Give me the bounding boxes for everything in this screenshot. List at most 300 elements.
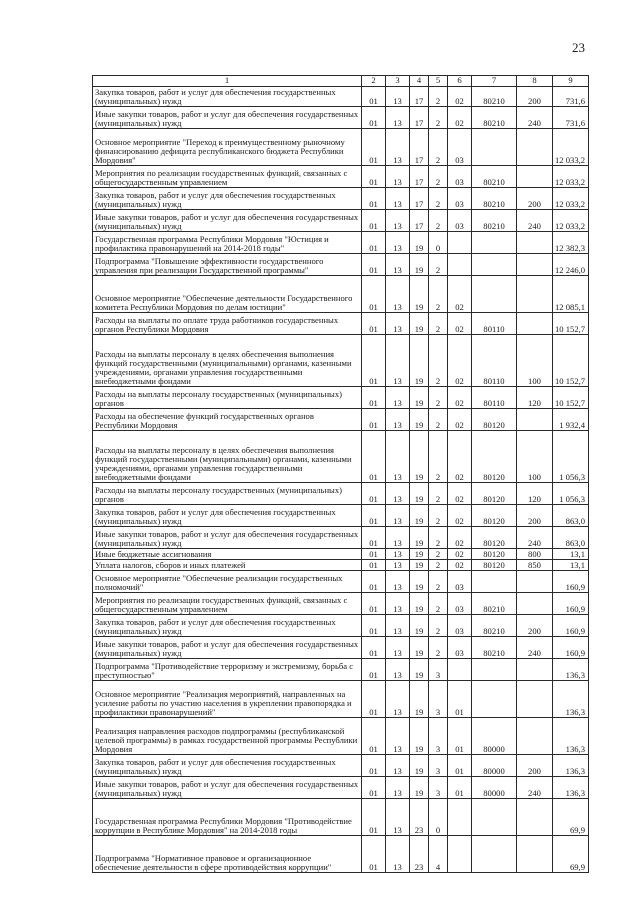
row-description: Расходы на выплаты персоналу в целях обеспечения выполнения функций государственными (муниципальными) органами, казенными учреждениями, органами управления государственными внебюджетными фондами [93,431,362,483]
program-code: 17 [410,87,429,107]
subsection-code: 13 [386,188,410,210]
amount: 12 085,1 [553,276,589,313]
amount: 136,3 [553,777,589,799]
subprogram-code: 3 [429,681,448,718]
event-code: 03 [448,615,472,637]
event-code: 01 [448,755,472,777]
event-code: 03 [448,188,472,210]
program-code: 19 [410,755,429,777]
section-code: 01 [362,659,386,681]
expense-type-code: 240 [517,637,553,659]
row-description: Основное мероприятие "Переход к преимущественному рыночному финансированию дефицита республиканского бюджета Республики Мордовия" [93,129,362,166]
section-code: 01 [362,527,386,549]
expense-type-code [517,836,553,873]
expense-type-code: 200 [517,188,553,210]
amount: 12 246,0 [553,254,589,276]
table-row [93,571,589,593]
section-code: 01 [362,799,386,836]
row-description: Подпрограмма "Противодействие терроризму и экстремизму, борьба с преступностью" [93,659,362,681]
section-code: 01 [362,232,386,254]
subprogram-code: 2 [429,615,448,637]
row-description: Расходы на выплаты персоналу государственных (муниципальных) органов [93,387,362,409]
event-code: 03 [448,571,472,593]
expense-type-code [517,571,553,593]
amount: 136,3 [553,718,589,755]
section-code: 01 [362,210,386,232]
section-code: 01 [362,129,386,166]
table-row [93,659,589,681]
row-description: Основное мероприятие "Обеспечение реализации государственных полномочий" [93,571,362,593]
program-code: 23 [410,799,429,836]
section-code: 01 [362,313,386,335]
direction-code [472,232,517,254]
expense-type-code [517,129,553,166]
section-code: 01 [362,637,386,659]
table-row [93,777,589,799]
table-row [93,107,589,129]
event-code: 01 [448,718,472,755]
table-row [93,527,589,549]
subprogram-code: 0 [429,799,448,836]
column-number-header: 4 [410,76,429,87]
program-code: 19 [410,387,429,409]
event-code: 02 [448,313,472,335]
subprogram-code: 2 [429,409,448,431]
table-row [93,505,589,527]
table-row [93,409,589,431]
direction-code: 80210 [472,593,517,615]
table-row [93,799,589,836]
program-code: 19 [410,483,429,505]
direction-code [472,681,517,718]
amount: 731,6 [553,107,589,129]
expense-type-code: 240 [517,210,553,232]
direction-code: 80210 [472,637,517,659]
direction-code: 80120 [472,560,517,571]
table-row [93,335,589,387]
expense-type-code [517,681,553,718]
event-code: 02 [448,387,472,409]
program-code: 17 [410,210,429,232]
subprogram-code: 2 [429,313,448,335]
subprogram-code: 3 [429,718,448,755]
section-code: 01 [362,483,386,505]
subsection-code: 13 [386,718,410,755]
subsection-code: 13 [386,166,410,188]
section-code: 01 [362,560,386,571]
subsection-code: 13 [386,313,410,335]
subprogram-code: 2 [429,87,448,107]
row-description: Иные закупки товаров, работ и услуг для обеспечения государственных (муниципальных) нужд [93,637,362,659]
expense-type-code: 200 [517,615,553,637]
subsection-code: 13 [386,681,410,718]
amount: 69,9 [553,799,589,836]
subsection-code: 13 [386,129,410,166]
program-code: 19 [410,659,429,681]
program-code: 19 [410,409,429,431]
program-code: 17 [410,129,429,166]
row-description: Иные закупки товаров, работ и услуг для обеспечения государственных (муниципальных) нужд [93,777,362,799]
section-code: 01 [362,276,386,313]
program-code: 19 [410,232,429,254]
direction-code: 80000 [472,777,517,799]
subsection-code: 13 [386,210,410,232]
table-row [93,431,589,483]
column-number-header: 2 [362,76,386,87]
subsection-code: 13 [386,527,410,549]
subprogram-code: 2 [429,166,448,188]
subprogram-code: 2 [429,527,448,549]
direction-code [472,799,517,836]
program-code: 19 [410,276,429,313]
direction-code [472,129,517,166]
subsection-code: 13 [386,615,410,637]
direction-code: 80120 [472,431,517,483]
row-description: Подпрограмма "Нормативное правовое и организационное обеспечение деятельности в сфере противодействия коррупции" [93,836,362,873]
table-row [93,313,589,335]
row-description: Мероприятия по реализации государственных функций, связанных с общегосударственным управлением [93,593,362,615]
direction-code: 80110 [472,313,517,335]
expense-type-code [517,232,553,254]
event-code: 02 [448,527,472,549]
row-description: Мероприятия по реализации государственных функций, связанных с общегосударственным управлением [93,166,362,188]
amount: 136,3 [553,755,589,777]
column-number-header: 8 [517,76,553,87]
event-code: 02 [448,87,472,107]
event-code: 02 [448,335,472,387]
amount: 69,9 [553,836,589,873]
direction-code: 80120 [472,549,517,560]
amount: 12 033,2 [553,166,589,188]
section-code: 01 [362,777,386,799]
row-description: Закупка товаров, работ и услуг для обеспечения государственных (муниципальных) нужд [93,755,362,777]
table-row [93,681,589,718]
table-row [93,615,589,637]
subsection-code: 13 [386,799,410,836]
section-code: 01 [362,166,386,188]
subprogram-code: 2 [429,637,448,659]
column-number-header: 5 [429,76,448,87]
direction-code: 80120 [472,527,517,549]
page-number: 23 [572,40,585,55]
row-description: Иные закупки товаров, работ и услуг для обеспечения государственных (муниципальных) нужд [93,210,362,232]
column-number-header-row [93,76,589,87]
event-code: 02 [448,549,472,560]
subsection-code: 13 [386,431,410,483]
amount: 10 152,7 [553,387,589,409]
direction-code [472,659,517,681]
event-code [448,836,472,873]
table-row [93,166,589,188]
subprogram-code: 2 [429,335,448,387]
event-code: 02 [448,107,472,129]
subsection-code: 13 [386,254,410,276]
expense-type-code [517,718,553,755]
expense-type-code [517,409,553,431]
event-code: 03 [448,166,472,188]
program-code: 17 [410,166,429,188]
event-code: 02 [448,409,472,431]
direction-code: 80000 [472,755,517,777]
expense-type-code [517,313,553,335]
direction-code: 80210 [472,188,517,210]
expense-type-code [517,799,553,836]
subprogram-code: 2 [429,254,448,276]
program-code: 23 [410,836,429,873]
direction-code: 80110 [472,387,517,409]
section-code: 01 [362,409,386,431]
direction-code: 80210 [472,107,517,129]
program-code: 19 [410,777,429,799]
expense-type-code: 800 [517,549,553,560]
expense-type-code: 200 [517,87,553,107]
subprogram-code: 2 [429,505,448,527]
section-code: 01 [362,593,386,615]
subsection-code: 13 [386,593,410,615]
subprogram-code: 2 [429,107,448,129]
table-body [93,76,589,873]
subsection-code: 13 [386,276,410,313]
table-row [93,387,589,409]
row-description: Уплата налогов, сборов и иных платежей [93,560,362,571]
amount: 10 152,7 [553,335,589,387]
expense-type-code: 850 [517,560,553,571]
table-row [93,129,589,166]
table-row [93,188,589,210]
column-number-header: 1 [93,76,362,87]
amount: 10 152,7 [553,313,589,335]
amount: 13,1 [553,560,589,571]
direction-code: 80210 [472,87,517,107]
direction-code: 80210 [472,210,517,232]
subprogram-code: 2 [429,560,448,571]
expense-type-code: 240 [517,777,553,799]
table-row [93,276,589,313]
amount: 1 932,4 [553,409,589,431]
event-code [448,254,472,276]
direction-code: 80110 [472,335,517,387]
subprogram-code: 2 [429,276,448,313]
subsection-code: 13 [386,335,410,387]
event-code: 02 [448,276,472,313]
section-code: 01 [362,615,386,637]
direction-code: 80120 [472,505,517,527]
table-row [93,232,589,254]
row-description: Расходы на выплаты персоналу государственных (муниципальных) органов [93,483,362,505]
program-code: 19 [410,560,429,571]
table-row [93,637,589,659]
subsection-code: 13 [386,87,410,107]
direction-code: 80000 [472,718,517,755]
table-row [93,87,589,107]
amount: 13,1 [553,549,589,560]
row-description: Иные бюджетные ассигнования [93,549,362,560]
subsection-code: 13 [386,505,410,527]
amount: 1 056,3 [553,483,589,505]
amount: 12 033,2 [553,210,589,232]
event-code: 01 [448,777,472,799]
event-code: 03 [448,129,472,166]
amount: 136,3 [553,659,589,681]
expense-type-code: 240 [517,527,553,549]
program-code: 19 [410,431,429,483]
table-row [93,836,589,873]
event-code: 01 [448,681,472,718]
subsection-code: 13 [386,483,410,505]
table-row [93,593,589,615]
row-description: Основное мероприятие "Реализация мероприятий, направленных на усиление работы по участию населения в укреплении правопорядка и профилактики правонарушений" [93,681,362,718]
event-code [448,232,472,254]
subprogram-code: 2 [429,593,448,615]
event-code: 03 [448,593,472,615]
expense-type-code: 200 [517,505,553,527]
direction-code [472,254,517,276]
expense-type-code [517,254,553,276]
table-row [93,718,589,755]
section-code: 01 [362,681,386,718]
row-description: Закупка товаров, работ и услуг для обеспечения государственных (муниципальных) нужд [93,505,362,527]
row-description: Расходы на выплаты по оплате труда работников государственных органов Республики Мордовия [93,313,362,335]
direction-code: 80120 [472,409,517,431]
row-description: Подпрограмма "Повышение эффективности государственного управления при реализации Государственной программы" [93,254,362,276]
row-description: Расходы на выплаты персоналу в целях обеспечения выполнения функций государственными (муниципальными) органами, казенными учреждениями, органами управления государственными внебюджетными фондами [93,335,362,387]
direction-code: 80120 [472,483,517,505]
subsection-code: 13 [386,107,410,129]
expense-type-code [517,593,553,615]
event-code: 02 [448,431,472,483]
event-code: 03 [448,210,472,232]
table-row [93,254,589,276]
section-code: 01 [362,254,386,276]
table-row [93,210,589,232]
amount: 136,3 [553,681,589,718]
table-row [93,755,589,777]
event-code: 02 [448,483,472,505]
column-number-header: 7 [472,76,517,87]
event-code [448,659,472,681]
section-code: 01 [362,188,386,210]
section-code: 01 [362,387,386,409]
amount: 731,6 [553,87,589,107]
subprogram-code: 3 [429,659,448,681]
expense-type-code: 120 [517,483,553,505]
subprogram-code: 2 [429,188,448,210]
program-code: 17 [410,188,429,210]
amount: 160,9 [553,593,589,615]
program-code: 19 [410,527,429,549]
direction-code [472,836,517,873]
amount: 160,9 [553,615,589,637]
subsection-code: 13 [386,560,410,571]
event-code: 02 [448,505,472,527]
column-number-header: 6 [448,76,472,87]
direction-code: 80210 [472,615,517,637]
section-code: 01 [362,107,386,129]
row-description: Закупка товаров, работ и услуг для обеспечения государственных (муниципальных) нужд [93,87,362,107]
program-code: 19 [410,505,429,527]
program-code: 19 [410,313,429,335]
subprogram-code: 2 [429,571,448,593]
row-description: Расходы на обеспечение функций государственных органов Республики Мордовия [93,409,362,431]
subsection-code: 13 [386,836,410,873]
subsection-code: 13 [386,659,410,681]
section-code: 01 [362,571,386,593]
section-code: 01 [362,836,386,873]
expense-type-code [517,276,553,313]
expense-type-code [517,166,553,188]
subprogram-code: 2 [429,129,448,166]
row-description: Государственная программа Республики Мордовия "Противодействие коррупции в Республике Мордовия" на 2014-2018 годы [93,799,362,836]
subprogram-code: 2 [429,387,448,409]
program-code: 19 [410,681,429,718]
subprogram-code: 3 [429,755,448,777]
budget-table [92,75,589,873]
program-code: 17 [410,107,429,129]
expense-type-code [517,659,553,681]
row-description: Иные закупки товаров, работ и услуг для обеспечения государственных (муниципальных) нужд [93,527,362,549]
direction-code: 80210 [472,166,517,188]
amount: 863,0 [553,527,589,549]
subsection-code: 13 [386,637,410,659]
row-description: Основное мероприятие "Обеспечение деятельности Государственного комитета Республики Мордовия по делам юстиции" [93,276,362,313]
row-description: Закупка товаров, работ и услуг для обеспечения государственных (муниципальных) нужд [93,188,362,210]
amount: 12 033,2 [553,129,589,166]
program-code: 19 [410,593,429,615]
program-code: 19 [410,637,429,659]
subprogram-code: 2 [429,549,448,560]
amount: 160,9 [553,637,589,659]
expense-type-code: 120 [517,387,553,409]
row-description: Государственная программа Республики Мордовия "Юстиция и профилактика правонарушений на 2014-2018 годы" [93,232,362,254]
expense-type-code: 200 [517,755,553,777]
expense-type-code: 240 [517,107,553,129]
section-code: 01 [362,335,386,387]
section-code: 01 [362,87,386,107]
subsection-code: 13 [386,755,410,777]
program-code: 19 [410,615,429,637]
subprogram-code: 2 [429,483,448,505]
subprogram-code: 3 [429,777,448,799]
expense-type-code: 100 [517,335,553,387]
section-code: 01 [362,505,386,527]
column-number-header: 3 [386,76,410,87]
table-row [93,483,589,505]
amount: 863,0 [553,505,589,527]
column-number-header: 9 [553,76,589,87]
direction-code [472,276,517,313]
direction-code [472,571,517,593]
program-code: 19 [410,549,429,560]
table-row [93,560,589,571]
subprogram-code: 2 [429,210,448,232]
subsection-code: 13 [386,549,410,560]
amount: 12 382,3 [553,232,589,254]
row-description: Закупка товаров, работ и услуг для обеспечения государственных (муниципальных) нужд [93,615,362,637]
event-code: 03 [448,637,472,659]
program-code: 19 [410,335,429,387]
subprogram-code: 4 [429,836,448,873]
row-description: Реализация направления расходов подпрограммы (республиканской целевой программы) в рамках государственной программы Республики Мордовия [93,718,362,755]
table-row [93,549,589,560]
amount: 160,9 [553,571,589,593]
section-code: 01 [362,718,386,755]
program-code: 19 [410,571,429,593]
event-code: 02 [448,560,472,571]
program-code: 19 [410,718,429,755]
amount: 12 033,2 [553,188,589,210]
row-description: Иные закупки товаров, работ и услуг для обеспечения государственных (муниципальных) нужд [93,107,362,129]
amount: 1 056,3 [553,431,589,483]
